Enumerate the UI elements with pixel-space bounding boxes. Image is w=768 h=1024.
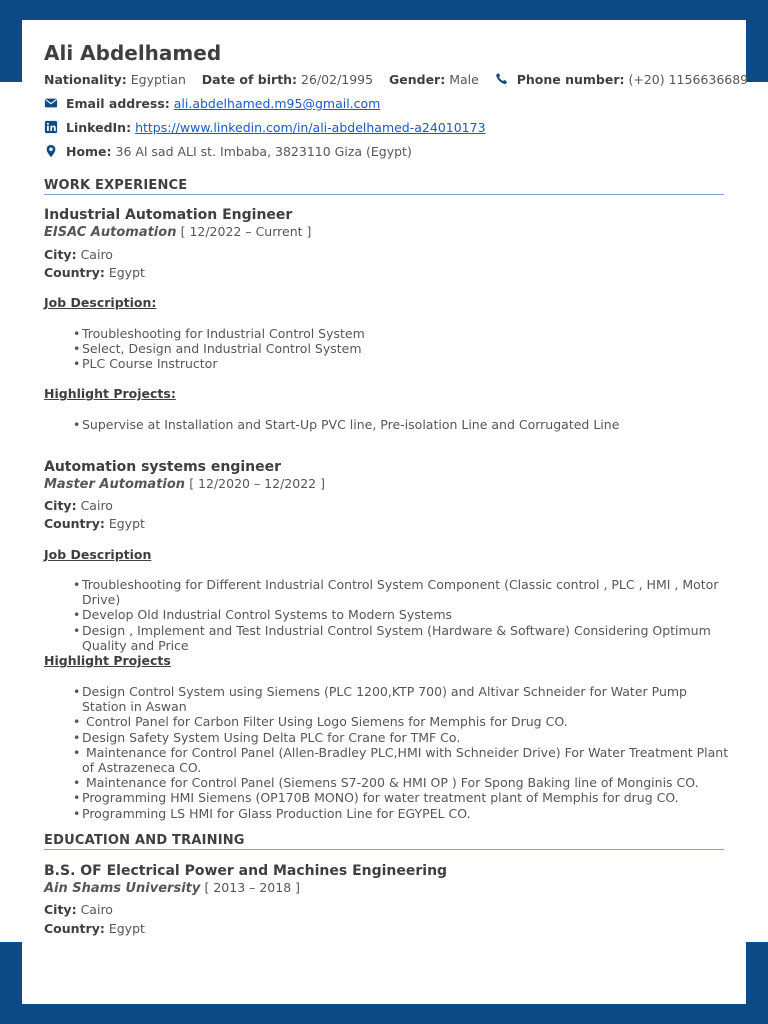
list-item: • Design , Implement and Test Industrial Control System (Hardware & Software) Considering Optimum Quality and Price: [73, 622, 711, 653]
list-item: • Programming LS HMI for Glass Production Line for EGYPEL CO.: [73, 805, 471, 821]
employer-line: [44, 223, 311, 241]
email-icon: [44, 96, 58, 110]
highlight-projects-heading: Highlight Projects: [44, 653, 171, 668]
list-item: • Select, Design and Industrial Control System: [73, 341, 362, 357]
job-city: [44, 498, 113, 514]
city-value: Cairo: [80, 498, 113, 513]
highlight-projects-list: [64, 417, 729, 432]
country-label: Country:: [44, 265, 105, 280]
employer-name: Master Automation: [44, 477, 186, 492]
dob-label: Date of birth:: [201, 72, 298, 87]
city-value: Cairo: [80, 902, 113, 917]
email-label: Email address:: [65, 96, 170, 111]
education-heading: EDUCATION AND TRAINING: [44, 833, 724, 850]
nationality-value: Egyptian: [130, 72, 186, 87]
job-country: [44, 516, 145, 532]
highlight-projects-list: [64, 684, 729, 821]
job-city: [44, 247, 113, 263]
home-label: Home:: [65, 144, 112, 159]
country-label: Country:: [44, 921, 105, 936]
person-name: Ali Abdelhamed: [44, 41, 222, 65]
list-item: • Design Safety System Using Delta PLC for Crane for TMF Co.: [73, 729, 461, 745]
email-line: [44, 96, 380, 112]
city-value: Cairo: [80, 247, 113, 262]
job-description-heading: Job Description:: [44, 295, 157, 310]
gender-label: Gender:: [389, 72, 446, 87]
linkedin-label: LinkedIn:: [65, 120, 132, 135]
cv-page: [22, 20, 746, 1004]
phone-label: Phone number:: [516, 72, 625, 87]
phone-value: (+20) 1156636689: [628, 72, 749, 87]
home-line: [44, 144, 412, 160]
job-country: [44, 265, 145, 281]
city-label: City:: [44, 247, 77, 262]
list-item: • Supervise at Installation and Start-Up PVC line, Pre-isolation Line and Corrugated Line: [73, 417, 620, 432]
employer-line: [44, 475, 325, 493]
list-item: • Programming HMI Siemens (OP170B MONO) for water treatment plant of Memphis for drug CO.: [73, 790, 679, 806]
job-title: Automation systems engineer: [44, 459, 282, 475]
gender-value: Male: [449, 72, 479, 87]
list-item: • Develop Old Industrial Control Systems to Modern Systems: [73, 607, 453, 623]
linkedin-line: [44, 120, 486, 136]
city-label: City:: [44, 902, 77, 917]
list-item: • Control Panel for Carbon Filter Using Logo Siemens for Memphis for Drug CO.: [73, 714, 568, 730]
email-link[interactable]: ali.abdelhamed.m95@gmail.com: [173, 96, 381, 111]
degree-title: B.S. OF Electrical Power and Machines Engineering: [44, 863, 448, 879]
job-description-list: [64, 326, 729, 372]
job-dates: [ 12/2022 – Current ]: [180, 224, 312, 239]
list-item: • Troubleshooting for Different Industrial Control System Component (Classic control , PLC , HMI , Motor Drive): [73, 577, 719, 608]
country-label: Country:: [44, 516, 105, 531]
home-value: 36 Al sad ALI st. Imbaba, 3823110 Giza (Egypt): [115, 144, 412, 159]
school-name: Ain Shams University: [44, 881, 201, 896]
school-line: [44, 879, 300, 897]
dob-value: 26/02/1995: [301, 72, 374, 87]
nationality-label: Nationality:: [44, 72, 127, 87]
list-item: • PLC Course Instructor: [73, 356, 218, 372]
city-label: City:: [44, 498, 77, 513]
education-city: [44, 902, 113, 918]
country-value: Egypt: [108, 516, 145, 531]
job-description-heading: Job Description: [44, 547, 152, 562]
list-item: • Maintenance for Control Panel (Siemens S7-200 & HMI OP ) For Spong Baking line of Monginis CO.: [73, 775, 699, 791]
linkedin-icon: [44, 120, 58, 134]
highlight-projects-heading: Highlight Projects:: [44, 386, 176, 401]
phone-icon: [495, 72, 509, 86]
work-experience-heading: WORK EXPERIENCE: [44, 178, 724, 195]
education-country: [44, 921, 145, 937]
job-dates: [ 12/2020 – 12/2022 ]: [189, 476, 325, 491]
country-value: Egypt: [108, 921, 145, 936]
list-item: • Design Control System using Siemens (PLC 1200,KTP 700) and Altivar Schneider for Water Pump Station in Aswan: [73, 684, 687, 715]
employer-name: EISAC Automation: [44, 225, 177, 240]
education-dates: [ 2013 – 2018 ]: [204, 880, 301, 895]
location-pin-icon: [44, 144, 58, 158]
job-description-list: [64, 577, 729, 653]
list-item: • Troubleshooting for Industrial Control System: [73, 326, 365, 341]
job-title: Industrial Automation Engineer: [44, 207, 293, 223]
country-value: Egypt: [108, 265, 145, 280]
personal-details-line: [44, 72, 748, 88]
list-item: • Maintenance for Control Panel (Allen-Bradley PLC,HMI with Schneider Drive) For Water Treatment Plant of Astrazeneca CO.: [73, 744, 729, 776]
linkedin-link[interactable]: https://www.linkedin.com/in/ali-abdelhamed-a24010173: [135, 120, 486, 135]
